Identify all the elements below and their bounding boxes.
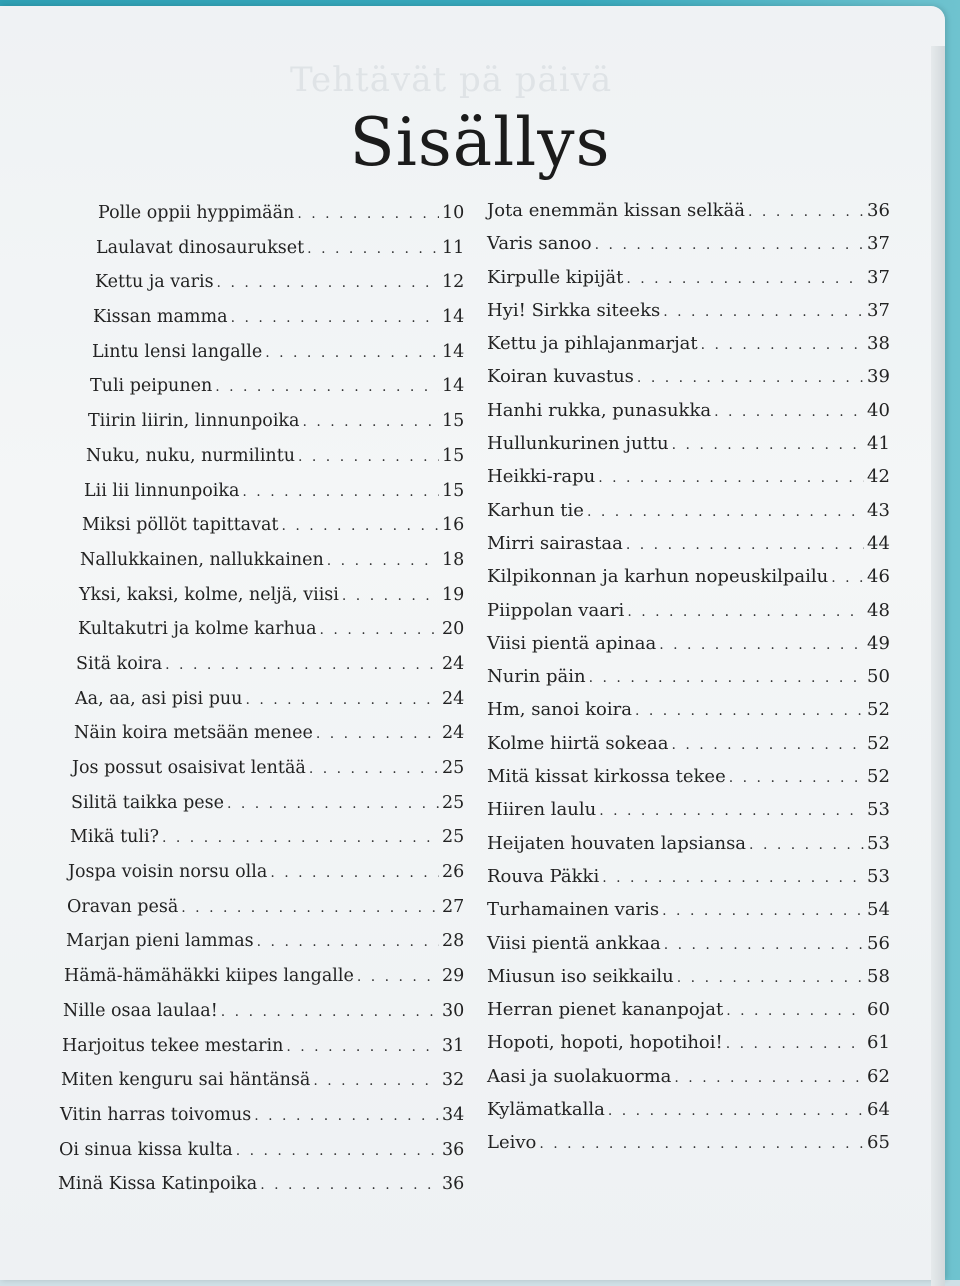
toc-entry-title: Kolme hiirtä sokeaa (487, 732, 669, 754)
toc-entry (487, 899, 890, 932)
toc-entry-page-number: 43 (867, 499, 890, 521)
toc-entry (487, 433, 890, 466)
toc-entry (58, 792, 465, 828)
toc-entry-title: Lintu lensi langalle (92, 341, 263, 362)
toc-entry-page-number: 53 (867, 799, 890, 821)
toc-entry-page-number: 39 (867, 366, 890, 388)
toc-entry (58, 203, 465, 238)
toc-entry-title: Kettu ja pihlajanmarjat (487, 333, 698, 355)
toc-entry-title: Mirri sairastaa (487, 532, 623, 554)
toc-entry (487, 965, 890, 999)
toc-leader-dots (254, 1108, 439, 1124)
toc-entry (487, 799, 890, 832)
toc-entry-page-number: 16 (442, 515, 465, 536)
toc-entry-title: Oi sinua kissa kulta (59, 1139, 233, 1160)
toc-entry-title: Yksi, kaksi, kolme, neljä, viisi (79, 584, 339, 605)
toc-entry-page-number: 30 (442, 1000, 465, 1021)
toc-entry-title: Heikki-rapu (487, 466, 596, 488)
toc-leader-dots (627, 604, 864, 620)
toc-entry-page-number: 15 (442, 411, 465, 432)
toc-leader-dots (270, 865, 439, 881)
toc-entry-title: Silitä taikka pese (71, 792, 224, 813)
toc-entry-page-number: 44 (867, 532, 890, 554)
toc-entry-title: Hullunkurinen juttu (487, 433, 669, 455)
toc-entry (58, 758, 465, 793)
toc-entry (487, 499, 890, 533)
toc-entry-page-number: 62 (867, 1065, 890, 1087)
toc-entry-title: Mitä kissat kirkossa tekee (487, 766, 726, 788)
toc-entry-page-number: 50 (867, 666, 890, 688)
toc-entry (487, 666, 890, 699)
toc-entry-page-number: 54 (867, 899, 890, 921)
toc-leader-dots (307, 241, 439, 257)
toc-entry-title: Oravan pesä (67, 896, 179, 917)
toc-entry-page-number: 29 (442, 966, 465, 987)
toc-leader-dots (595, 237, 864, 253)
toc-entry (58, 827, 465, 862)
toc-leader-dots (162, 830, 439, 846)
toc-leader-dots (327, 553, 439, 569)
toc-leader-dots (626, 271, 864, 287)
toc-entry-page-number: 14 (442, 341, 465, 362)
toc-entry (487, 932, 890, 966)
page-edge (931, 46, 945, 1286)
toc-entry-page-number: 25 (442, 792, 465, 813)
toc-entry (58, 1035, 465, 1071)
toc-entry-page-number: 15 (442, 480, 465, 501)
toc-entry (58, 445, 465, 481)
page-title: Sisällys (349, 104, 611, 181)
toc-leader-dots (260, 1177, 439, 1193)
toc-leader-dots (589, 670, 864, 686)
toc-entry-page-number: 26 (442, 862, 465, 883)
toc-entry-page-number: 36 (442, 1139, 465, 1160)
toc-entry-page-number: 14 (442, 376, 465, 397)
toc-leader-dots (729, 770, 864, 786)
toc-entry (58, 931, 465, 966)
toc-entry-page-number: 24 (442, 688, 465, 709)
toc-leader-dots (302, 414, 439, 430)
toc-leader-dots (662, 903, 864, 919)
toc-entry-page-number: 48 (867, 599, 890, 621)
toc-leader-dots (626, 537, 864, 553)
toc-entry-page-number: 28 (442, 931, 465, 952)
toc-entry (58, 896, 465, 932)
toc-entry-page-number: 32 (442, 1070, 465, 1091)
toc-entry-title: Vitin harras toivomus (60, 1104, 252, 1125)
toc-entry-title: Jospa voisin norsu olla (68, 862, 268, 883)
toc-entry-title: Nurin päin (487, 666, 586, 688)
toc-entry-title: Hopoti, hopoti, hopotihoi! (487, 1032, 723, 1054)
toc-entry-title: Leivo (487, 1132, 537, 1154)
toc-entry-title: Hyi! Sirkka siteeks (487, 299, 661, 321)
toc-leader-dots (608, 1103, 864, 1119)
toc-entry-page-number: 15 (442, 445, 465, 466)
toc-entry-page-number: 41 (867, 433, 890, 455)
toc-entry-title: Kissan mamma (93, 307, 228, 328)
toc-leader-dots (265, 345, 439, 361)
toc-entry (487, 632, 890, 666)
toc-leader-dots (714, 404, 864, 420)
toc-entry-title: Kilpikonnan ja karhun nopeuskilpailu (487, 566, 829, 588)
toc-leader-dots (242, 484, 439, 500)
toc-entry-page-number: 49 (867, 632, 890, 654)
toc-entry-title: Nallukkainen, nallukkainen (80, 549, 324, 570)
toc-leader-dots (748, 204, 864, 220)
toc-leader-dots (165, 657, 439, 673)
toc-entry-title: Kylämatkalla (487, 1099, 605, 1121)
toc-entry-page-number: 27 (442, 896, 465, 917)
toc-entry-title: Sitä koira (76, 653, 163, 674)
toc-leader-dots (236, 1143, 439, 1159)
toc-leader-dots (313, 1073, 439, 1089)
toc-entry (487, 832, 890, 866)
toc-entry-title: Miten kenguru sai häntänsä (61, 1070, 311, 1091)
toc-entry-title: Minä Kissa Katinpoika (58, 1174, 258, 1195)
toc-entry-page-number: 10 (442, 203, 465, 223)
toc-leader-dots (726, 1003, 864, 1019)
toc-entry (487, 466, 890, 499)
toc-entry-title: Tiirin liirin, linnunpoika (88, 411, 300, 432)
toc-entry-page-number: 58 (867, 965, 890, 987)
toc-leader-dots (231, 310, 439, 326)
toc-leader-dots (539, 1136, 864, 1152)
toc-leader-dots (726, 1036, 864, 1052)
toc-entry (487, 699, 890, 732)
toc-entry-title: Hämä-hämähäkki kiipes langalle (64, 966, 354, 987)
toc-leader-dots (309, 761, 439, 777)
toc-entry-page-number: 42 (867, 466, 890, 488)
toc-entry-title: Karhun tie (487, 499, 584, 521)
toc-leader-dots (664, 937, 864, 953)
toc-leader-dots (672, 437, 864, 453)
toc-leader-dots (320, 622, 439, 638)
toc-entry-page-number: 56 (867, 932, 890, 954)
toc-entry (487, 865, 890, 899)
toc-entry-page-number: 52 (867, 732, 890, 754)
toc-entry (58, 1000, 465, 1036)
toc-entry-page-number: 37 (867, 299, 890, 321)
toc-leader-dots (831, 570, 864, 586)
toc-entry-page-number: 18 (442, 549, 465, 570)
toc-leader-dots (316, 726, 439, 742)
toc-entry (58, 307, 465, 342)
toc-entry-page-number: 25 (442, 827, 465, 848)
toc-leader-dots (342, 588, 439, 604)
toc-entry-title: Harjoitus tekee mestarin (62, 1035, 284, 1056)
toc-entry-title: Aa, aa, asi pisi puu (75, 688, 243, 709)
toc-entry (487, 366, 890, 399)
toc-entry-page-number: 38 (867, 333, 890, 355)
toc-entry-title: Hanhi rukka, punasukka (487, 399, 712, 421)
toc-entry (487, 532, 890, 566)
show-through-text: Tehtävät pä päivä (290, 60, 613, 100)
toc-entry-title: Mikä tuli? (70, 827, 159, 848)
toc-entry (58, 1174, 465, 1209)
toc-entry-page-number: 12 (442, 272, 465, 293)
toc-entry (58, 653, 465, 689)
toc-leader-dots (215, 379, 439, 395)
toc-leader-dots (297, 206, 439, 222)
toc-entry-page-number: 34 (442, 1104, 465, 1125)
toc-entry-title: Laulavat dinosaurukset (96, 237, 305, 258)
toc-entry-title: Näin koira metsään menee (74, 723, 313, 744)
toc-entry-title: Koiran kuvastus (487, 366, 634, 388)
toc-entry (58, 1070, 465, 1105)
toc-entry (58, 411, 465, 446)
toc-entry-title: Jota enemmän kissan selkää (487, 200, 746, 221)
toc-leader-dots (298, 449, 439, 465)
toc-entry-page-number: 36 (867, 200, 890, 221)
toc-entry (487, 399, 890, 433)
toc-entry-page-number: 37 (867, 233, 890, 255)
toc-entry-page-number: 25 (442, 758, 465, 778)
toc-column-left (58, 203, 465, 1209)
toc-entry (487, 999, 890, 1032)
toc-leader-dots (217, 275, 439, 291)
toc-entry (487, 200, 890, 233)
toc-entry-title: Miusun iso seikkailu (487, 965, 674, 987)
toc-entry-page-number: 52 (867, 699, 890, 721)
toc-leader-dots (602, 870, 864, 886)
toc-leader-dots (257, 934, 439, 950)
toc-entry (487, 1099, 890, 1132)
toc-entry-title: Nuku, nuku, nurmilintu (86, 445, 295, 466)
toc-entry-title: Rouva Päkki (487, 865, 600, 887)
toc-leader-dots (659, 637, 864, 653)
toc-entry-title: Turhamainen varis (487, 899, 660, 921)
toc-entry (487, 566, 890, 599)
toc-entry-title: Herran pienet kananpojat (487, 999, 724, 1021)
toc-leader-dots (587, 504, 864, 520)
toc-entry-page-number: 36 (442, 1174, 465, 1195)
toc-entry-title: Hiiren laulu (487, 799, 597, 821)
toc-entry (58, 966, 465, 1001)
toc-leader-dots (599, 803, 864, 819)
toc-entry-page-number: 20 (442, 619, 465, 640)
toc-leader-dots (674, 1070, 864, 1086)
toc-entry-title: Jos possut osaisivat lentää (72, 758, 306, 778)
toc-entry-title: Kirpulle kipijät (487, 266, 624, 288)
toc-entry-title: Marjan pieni lammas (66, 931, 254, 952)
toc-leader-dots (181, 900, 439, 916)
toc-entry-page-number: 53 (867, 865, 890, 887)
toc-entry-title: Varis sanoo (487, 233, 592, 255)
toc-entry (58, 1139, 465, 1175)
toc-entry-title: Hm, sanoi koira (487, 699, 632, 721)
toc-entry (58, 862, 465, 897)
toc-entry (58, 619, 465, 654)
toc-leader-dots (677, 970, 864, 986)
toc-entry (58, 549, 465, 585)
toc-entry-title: Tuli peipunen (90, 376, 213, 397)
toc-entry-title: Polle oppii hyppimään (98, 203, 295, 223)
toc-entry (58, 723, 465, 758)
toc-entry-page-number: 53 (867, 832, 890, 854)
toc-entry-page-number: 60 (867, 999, 890, 1021)
toc-entry-page-number: 61 (867, 1032, 890, 1054)
toc-entry (487, 766, 890, 799)
toc-leader-dots (286, 1039, 439, 1055)
toc-leader-dots (663, 304, 864, 320)
toc-entry-title: Viisi pientä apinaa (487, 632, 657, 654)
toc-entry (58, 237, 465, 273)
toc-entry (58, 1104, 465, 1140)
toc-entry (58, 480, 465, 516)
toc-entry-page-number: 65 (867, 1132, 890, 1154)
toc-entry-page-number: 31 (442, 1035, 465, 1056)
toc-entry (487, 732, 890, 766)
toc-entry-page-number: 14 (442, 307, 465, 328)
toc-entry-title: Nille osaa laulaa! (63, 1000, 218, 1021)
toc-leader-dots (637, 370, 864, 386)
toc-entry-title: Heijaten houvaten lapsiansa (487, 832, 747, 854)
toc-entry-page-number: 64 (867, 1099, 890, 1121)
toc-entry-page-number: 52 (867, 766, 890, 788)
toc-column-right (487, 200, 890, 1166)
toc-entry (58, 515, 465, 550)
toc-entry (58, 272, 465, 307)
toc-entry (487, 299, 890, 333)
toc-leader-dots (357, 969, 439, 985)
toc-entry (487, 266, 890, 300)
toc-entry-page-number: 46 (867, 566, 890, 588)
toc-entry-page-number: 37 (867, 266, 890, 288)
toc-leader-dots (281, 518, 439, 534)
toc-leader-dots (221, 1004, 439, 1020)
toc-entry-title: Piippolan vaari (487, 599, 625, 621)
toc-entry-title: Aasi ja suolakuorma (487, 1065, 672, 1087)
toc-leader-dots (598, 470, 864, 486)
toc-entry (58, 376, 465, 411)
toc-leader-dots (672, 737, 865, 753)
toc-leader-dots (701, 337, 864, 353)
toc-entry-title: Kultakutri ja kolme karhua (78, 619, 317, 640)
toc-leader-dots (635, 703, 864, 719)
toc-entry (487, 1032, 890, 1065)
toc-entry-page-number: 40 (867, 399, 890, 421)
toc-entry-page-number: 24 (442, 723, 465, 744)
toc-entry (487, 599, 890, 633)
toc-entry (487, 1132, 890, 1165)
toc-entry (58, 341, 465, 377)
toc-entry-title: Kettu ja varis (95, 272, 214, 293)
toc-entry (487, 1065, 890, 1099)
toc-entry (487, 233, 890, 266)
toc-entry-page-number: 11 (442, 237, 465, 258)
toc-entry-title: Miksi pöllöt tapittavat (82, 515, 279, 536)
toc-entry-title: Viisi pientä ankkaa (487, 932, 661, 954)
toc-leader-dots (749, 837, 864, 853)
toc-entry-title: Lii lii linnunpoika (84, 480, 240, 501)
toc-entry (58, 584, 465, 620)
toc-entry (58, 688, 465, 724)
toc-entry-page-number: 24 (442, 653, 465, 674)
toc-entry (487, 333, 890, 366)
toc-leader-dots (245, 692, 439, 708)
toc-entry-page-number: 19 (442, 584, 465, 605)
toc-leader-dots (227, 796, 439, 812)
